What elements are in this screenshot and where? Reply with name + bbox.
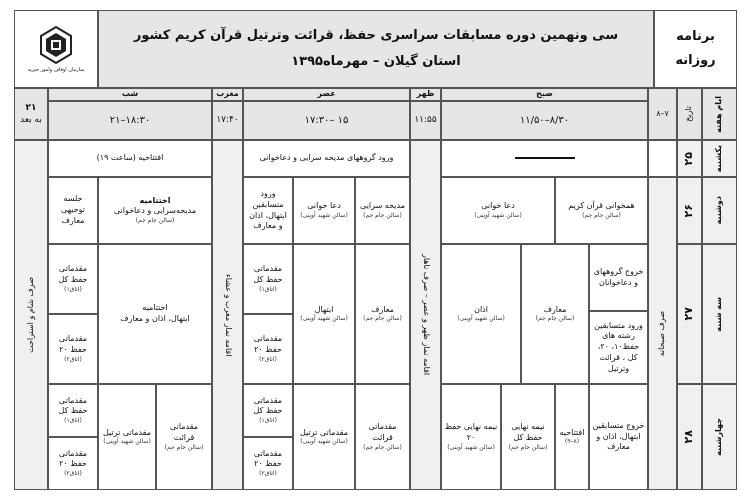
r4-aft-a-sub: (سالن جام جم) [363,443,402,451]
r1-night-text: افتتاحیه (ساعت ۱۹) [96,153,164,163]
breakfast-span [648,177,677,490]
day-3-name [702,244,737,384]
r4-aft-d-sub: (اتاق۲) [259,470,277,478]
col-noon-label: ظهر [410,88,441,101]
col-morning-label: صبح [441,88,648,101]
title-line-2: استان گیلان – مهرماه۱۳۹۵ [291,54,461,69]
r3-aft-b [293,244,355,384]
r3-aft-a [355,244,410,384]
day-1-name [702,140,737,177]
r2-aft-b [293,177,355,244]
r2-morning-a-title: همخوانی قرآن کریم [568,201,635,211]
r1-morning-dash [515,157,575,159]
r3-aft-c-sub: (اتاق۱) [259,285,277,293]
r3-aft-d [243,314,293,384]
r4-night-a-sub: (سالن جام جم) [164,443,204,451]
page-title [98,10,654,88]
r1-afternoon [243,140,410,177]
r4-night-b-sub: (سالن شهید آوینی) [103,438,151,446]
r4-aft-a [355,384,410,490]
r3-morning-b-title: معارف [543,304,567,314]
r4-morning-a-text: خروج متسابقین ابتهال، اذان و معارف [592,420,645,452]
r3-morning-a-bottom [589,311,648,384]
r2-night-b-text: جلسه توجیهی معارف [60,194,86,225]
r4-morning-d-title: نیمه نهایی حفظ ۲۰ [444,422,498,442]
day-4-date [677,384,702,490]
col-afternoon-time: ۱۵ –۱۷:۳۰ [243,101,410,140]
r3-night-c-sub: (اتاق۲) [64,355,82,363]
r2-morning-b [441,177,555,244]
side-title-line-1: برنامه [676,29,715,45]
r1-afternoon-text: ورود گروههای مدیحه سرایی و دعاخوانی [259,153,394,163]
r3-night-a-line2: ابتهال، اذان و معارف [120,314,190,323]
r4-night-a [156,384,212,490]
r4-morning-a [589,384,648,490]
r4-night-c-sub: (اتاق۱) [64,417,82,425]
r2-aft-a-title: مدیحه سرایی [360,201,405,211]
col-date-label [677,88,702,140]
r3-night-b-sub: (اتاق۱) [64,285,82,293]
r3-night-a [98,244,212,384]
r4-night-d-sub: (اتاق۲) [64,470,82,478]
dinner-text: صرف شام و استراحت [25,277,35,353]
r4-night-c-title: مقدماتی حفظ کل [58,395,88,416]
r2-night-a-sub: (سالن جام جم) [135,217,175,225]
r3-night-b [48,244,98,314]
day-2-date-text: ۲۶ [682,203,696,218]
r3-aft-b-title: ابتهال [314,304,334,314]
r3-night-b-title: مقدماتی حفظ کل [58,264,88,284]
col-morning-time: ۸/۳۰–۱۱/۵۰ [441,101,648,140]
r2-morning-a-sub: (سالن جام جم) [582,211,621,219]
r4-night-d [48,437,98,490]
r3-aft-a-sub: (سالن جام جم) [363,315,402,323]
r2-morning-a [555,177,648,244]
r2-aft-a [355,177,410,244]
r4-aft-b-title: مقدماتی ترتیل [299,427,349,437]
r3-morning-a-top-text: خروج گروههای و دعاخوانان [593,266,644,287]
r3-morning-c [441,244,521,384]
col-7-8-text: ۷–۸ [656,108,669,118]
endowment-logo-icon [38,25,74,65]
col-late-bottom: به بعد [20,115,42,125]
col-night-time: ۱۸:۳۰–۲۱ [48,101,212,140]
day-4-name [702,384,737,490]
r2-morning-b-sub: (سالن شهید آوینی) [474,211,522,219]
r4-aft-c [243,384,293,437]
col-night-label: شب [48,88,212,101]
r4-morning-b [555,384,589,490]
col-afternoon-label: عصر [243,88,410,101]
col-maghrib-time: ۱۷:۴۰ [212,101,243,140]
col-late [14,88,48,140]
r4-night-b [98,384,156,490]
day-3-date [677,244,702,384]
r3-morning-b [521,244,589,384]
r3-aft-a-title: معارف [371,304,394,314]
title-line-1: سی ونهمین دوره مسابقات سراسری حفظ، قرائت وترتیل قرآن کریم کشور [133,28,619,44]
r3-night-c-title: مقدماتی حفظ ۲۰ [58,334,88,354]
r3-night-a-title: اختتامیه [142,303,168,313]
breakfast-text: صرف صبحانه [657,310,667,357]
r4-aft-d-title: مقدماتی حفظ ۲۰ [253,448,283,469]
r2-night-a [98,177,212,244]
r4-night-a-title: مقدماتی قرائت [169,422,199,442]
noon-prayer-text: اقامه نماز ظهر و عصر – صرف ناهار [421,254,431,376]
day-2-name [702,177,737,244]
r3-aft-b-sub: (سالن شهید آوینی) [300,315,348,323]
r4-aft-b [293,384,355,490]
r2-night-a-line2: مدیحه‌سرایی و دعاخوانی [113,206,197,216]
col-maghrib-label: مغرب [212,88,243,101]
r4-morning-c-sub: (سالن جام جم) [508,443,548,451]
col-day-label [702,88,737,140]
r4-night-c [48,384,98,437]
r3-night-c [48,314,98,384]
r3-aft-c [243,244,293,314]
col-day-label-text: ایام هفته [714,95,724,133]
maghrib-prayer-span [212,140,243,490]
r2-aft-b-sub: (سالن شهید آوینی) [300,211,348,219]
day-4-name-text: چهارشنبه [714,418,724,456]
day-3-date-text: ۲۷ [682,307,696,321]
r2-aft-c [243,177,293,244]
r3-morning-b-sub: (سالن جام جم) [535,315,575,323]
r3-morning-c-sub: (سالن شهید آوینی) [457,315,505,323]
col-late-top: ۲۱ [25,102,37,113]
day-1-date-text: ۲۵ [682,151,696,166]
r4-morning-c [501,384,555,490]
r4-morning-b-sub: (۸–۹) [564,438,580,446]
r3-aft-c-title: مقدماتی حفظ کل [253,264,283,284]
r3-aft-d-title: مقدماتی حفظ ۲۰ [253,334,283,354]
r2-night-a-title: اختتامیه [139,195,171,205]
r2-night-b [48,177,98,244]
r4-aft-d [243,437,293,490]
col-date-label-text: تاریخ [684,106,694,122]
col-noon-time: ۱۱:۵۵ [410,101,441,140]
r2-aft-c-text: ورود متسابقین ابتهال، اذان و معارف [249,188,287,231]
r3-morning-a-top [589,244,648,311]
r4-morning-d-sub: (سالن شهید آوینی) [447,443,495,451]
dinner-span [14,140,48,490]
r1-7-8-empty [648,140,677,177]
day-1-name-text: یکشنبه [714,144,724,173]
day-2-date [677,177,702,244]
r4-aft-c-title: مقدماتی حفظ کل [253,395,283,416]
r4-aft-a-title: مقدماتی قرائت [368,422,397,442]
r4-night-d-title: مقدماتی حفظ ۲۰ [58,448,88,469]
maghrib-prayer-text: اقامه نماز مغرب و عشاء [223,273,233,357]
r4-aft-b-sub: (سالن شهید آوینی) [300,438,348,446]
r4-morning-c-title: نیمه نهایی حفظ کل [511,422,545,442]
r1-night [48,140,212,177]
noon-prayer-span [410,140,441,490]
r4-night-b-title: مقدماتی ترتیل [102,427,152,437]
day-1-date [677,140,702,177]
logo-caption: سازمان اوقاف وامور خیریه [27,66,85,73]
side-title [654,10,737,88]
r4-aft-c-sub: (اتاق۱) [259,417,277,425]
logo-cell [14,10,98,88]
day-4-date-text: ۲۸ [682,430,696,444]
col-7-8 [648,88,677,140]
day-2-name-text: دوشنبه [714,196,724,225]
r4-morning-d [441,384,501,490]
r3-morning-a-bottom-text: ورود متسابقین رشته های حفظ۱۰، ۲۰، کل ، قرائت وترتیل [594,320,643,373]
r2-aft-a-sub: (سالن جام جم) [363,211,402,219]
day-3-name-text: سه شنبه [714,296,724,332]
r4-morning-b-title: افتتاحیه [559,427,585,437]
r3-morning-c-title: اذان [474,304,488,314]
r2-aft-b-title: دعا خوانی [307,201,341,211]
r2-morning-b-title: دعا خوانی [481,201,515,211]
side-title-line-2: روزانه [675,53,716,68]
r3-aft-d-sub: (اتاق۲) [259,355,277,363]
